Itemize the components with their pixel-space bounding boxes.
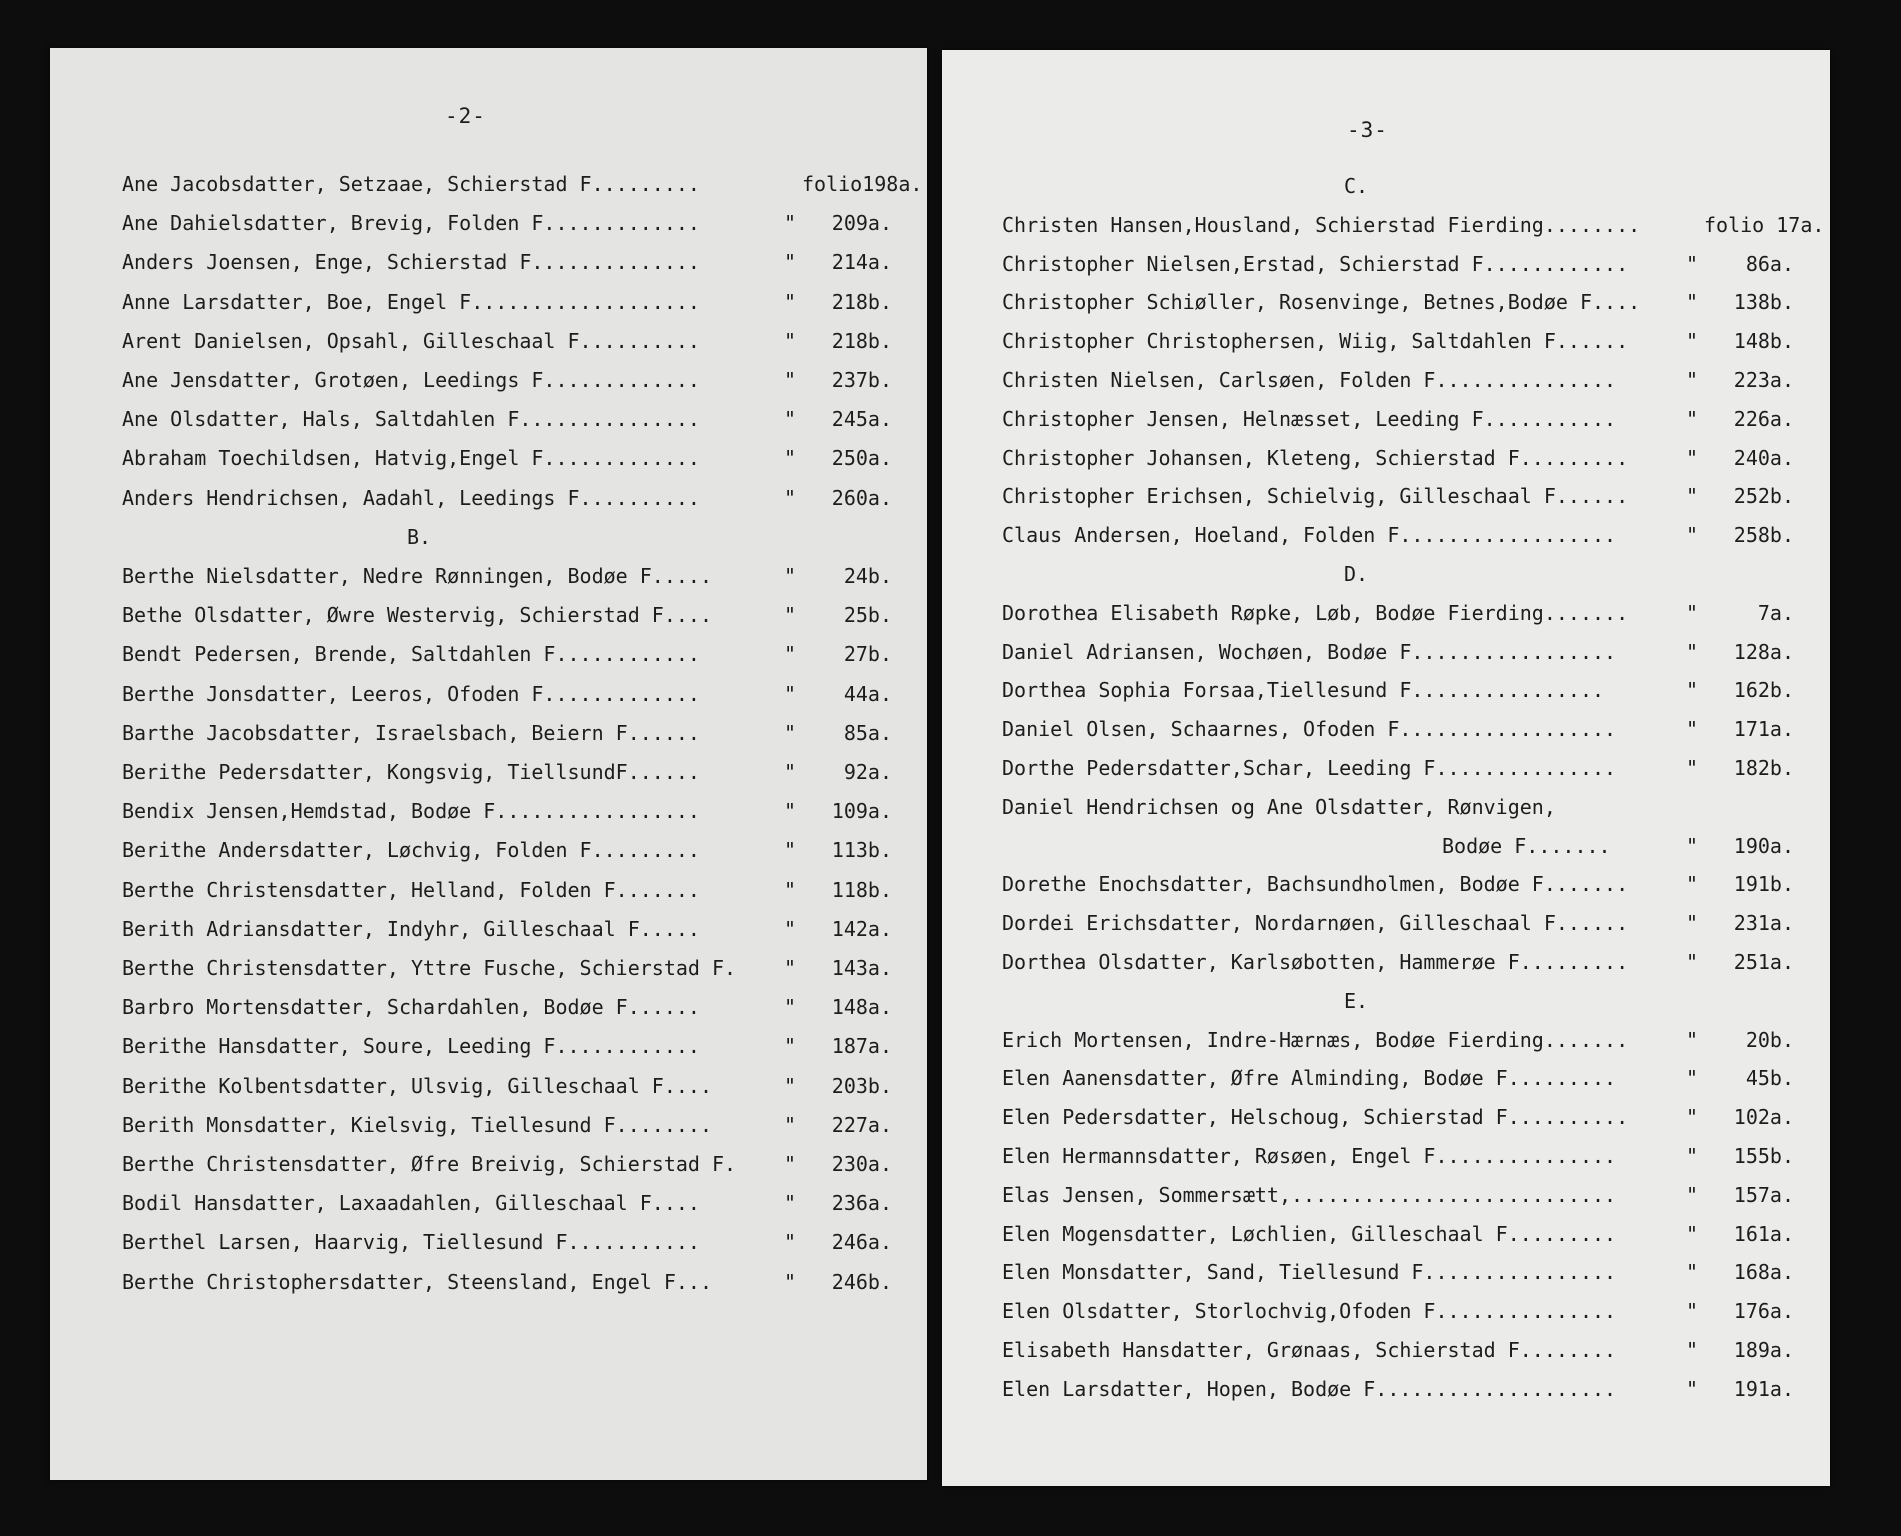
- ditto-mark: ": [783, 916, 797, 941]
- ditto-mark: ": [783, 407, 797, 432]
- ditto-mark: ": [1685, 445, 1699, 470]
- index-entry: [122, 172, 923, 200]
- ditto-mark: ": [1685, 756, 1699, 780]
- ditto-mark: ": [1685, 1182, 1699, 1207]
- index-entry: [1002, 1105, 1794, 1133]
- index-entry: [1002, 717, 1794, 745]
- folio-number: 20b.: [1745, 1027, 1794, 1052]
- entry-name: Berithe Hansdatter, Soure, Leeding F............: [122, 1034, 700, 1059]
- folio-number: 240a.: [1733, 445, 1794, 470]
- entry-name: Arent Danielsen, Opsahl, Gilleschaal F..........: [122, 328, 700, 353]
- ditto-mark: ": [783, 1073, 797, 1098]
- entry-name: Daniel Hendrichsen og Ane Olsdatter, Rønvigen,: [1002, 794, 1556, 819]
- entry-name: Bendix Jensen,Hemdstad, Bodøe F.................: [122, 799, 700, 824]
- entry-name: Ane Olsdatter, Hals, Saltdahlen F...............: [122, 407, 700, 432]
- index-entry: [1002, 601, 1794, 629]
- folio-number: 148b.: [1733, 329, 1794, 354]
- ditto-mark: ": [783, 1152, 797, 1176]
- folio-number: 109a.: [831, 799, 892, 824]
- folio-number: 86a.: [1745, 251, 1794, 276]
- entry-name: Christopher Johansen, Kleteng, Schierstad F.........: [1002, 445, 1629, 470]
- ditto-mark: ": [783, 956, 797, 980]
- ditto-mark: ": [783, 485, 797, 510]
- index-entry: [122, 995, 892, 1023]
- entry-name: Berthe Christophersdatter, Steensland, Engel F...: [122, 1269, 713, 1294]
- entry-name: Elen Monsdatter, Sand, Tiellesund F................: [1002, 1260, 1617, 1285]
- entry-name: Daniel Olsen, Schaarnes, Ofoden F..................: [1002, 717, 1617, 742]
- entry-name: Christen Hansen,Housland, Schierstad Fierding........: [1002, 212, 1641, 237]
- entry-name: Dorthe Pedersdatter,Schar, Leeding F...............: [1002, 756, 1617, 780]
- folio-number: 27b.: [843, 642, 892, 667]
- entry-name: Anne Larsdatter, Boe, Engel F...................: [122, 289, 700, 314]
- index-entry: [1002, 1338, 1794, 1366]
- entry-name: Berthe Christensdatter, Helland, Folden F.......: [122, 877, 700, 902]
- index-entry: [122, 838, 892, 866]
- entry-name: Bodil Hansdatter, Laxaadahlen, Gilleschaal F....: [122, 1191, 700, 1216]
- folio-number: 187a.: [831, 1034, 892, 1059]
- entry-name: Dordei Erichsdatter, Nordarnøen, Gilleschaal F......: [1002, 911, 1629, 936]
- ditto-mark: ": [1685, 1376, 1699, 1401]
- ditto-mark: ": [1685, 1027, 1699, 1052]
- page-number: -3-: [1347, 118, 1388, 142]
- folio-number: 251a.: [1733, 950, 1794, 974]
- entry-name: Abraham Toechildsen, Hatvig,Engel F.............: [122, 446, 700, 471]
- ditto-mark: ": [783, 838, 797, 863]
- entry-name: Berithe Kolbentsdatter, Ulsvig, Gilleschaal F....: [122, 1073, 713, 1098]
- folio-number: 118b.: [831, 877, 892, 902]
- ditto-mark: ": [783, 1112, 797, 1137]
- index-entry: [1002, 368, 1794, 396]
- ditto-mark: ": [783, 1034, 797, 1059]
- index-entry: [1002, 911, 1794, 939]
- index-entry: [122, 1152, 892, 1180]
- entry-name: Barthe Jacobsdatter, Israelsbach, Beiern F......: [122, 720, 700, 745]
- folio-number: 246b.: [831, 1269, 892, 1294]
- folio-number: 25b.: [843, 603, 892, 628]
- index-entry: [122, 1230, 892, 1258]
- folio-number: 191b.: [1733, 872, 1794, 897]
- folio-number: 7a.: [1757, 600, 1794, 625]
- folio-number: 161a.: [1733, 1221, 1794, 1246]
- folio-number: folio198a.: [802, 172, 923, 196]
- folio-number: 250a.: [831, 446, 892, 471]
- entry-name: Elen Mogensdatter, Løchlien, Gilleschaal F.........: [1002, 1221, 1617, 1246]
- index-entry: [122, 486, 892, 514]
- entry-name: Dorthea Olsdatter, Karlsøbotten, Hammerøe F.........: [1002, 950, 1629, 974]
- index-entry: [122, 446, 892, 474]
- folio-number: 230a.: [831, 1152, 892, 1176]
- folio-number: 189a.: [1733, 1338, 1794, 1362]
- folio-number: 138b.: [1733, 290, 1794, 315]
- ditto-mark: ": [783, 564, 797, 588]
- ditto-mark: ": [783, 1230, 797, 1255]
- entry-name: Bendt Pedersen, Brende, Saltdahlen F............: [122, 642, 700, 667]
- entry-name: Berthe Jonsdatter, Leeros, Ofoden F.............: [122, 681, 700, 706]
- index-entry: [1002, 1260, 1794, 1288]
- folio-number: 176a.: [1733, 1299, 1794, 1324]
- index-entry: [1002, 1183, 1794, 1211]
- index-entry: [1002, 1066, 1794, 1094]
- folio-number: 223a.: [1733, 368, 1794, 392]
- folio-number: 252b.: [1733, 484, 1794, 509]
- ditto-mark: ": [1685, 1299, 1699, 1324]
- entry-name: Erich Mortensen, Indre-Hærnæs, Bodøe Fierding.......: [1002, 1027, 1629, 1052]
- folio-number: 143a.: [831, 956, 892, 980]
- ditto-mark: ": [1685, 484, 1699, 509]
- index-entry: [122, 956, 892, 984]
- ditto-mark: ": [1685, 406, 1699, 431]
- index-entry: [1002, 1222, 1794, 1250]
- entry-name: Elen Larsdatter, Hopen, Bodøe F....................: [1002, 1376, 1617, 1401]
- entry-name: Christopher Nielsen,Erstad, Schierstad F............: [1002, 251, 1629, 276]
- left-page: [50, 48, 927, 1480]
- ditto-mark: ": [783, 368, 797, 392]
- index-entry: [122, 368, 892, 396]
- folio-number: 44a.: [843, 681, 892, 706]
- ditto-mark: ": [1685, 872, 1699, 897]
- index-entry: [1002, 950, 1794, 978]
- entry-name: Claus Andersen, Hoeland, Folden F..................: [1002, 523, 1617, 548]
- folio-number: 258b.: [1733, 523, 1794, 548]
- section-letter: C.: [1344, 174, 1369, 198]
- index-entry: [122, 564, 892, 592]
- folio-number: 191a.: [1733, 1376, 1794, 1401]
- folio-number: 162b.: [1733, 678, 1794, 703]
- entry-name: Daniel Adriansen, Wochøen, Bodøe F.................: [1002, 639, 1617, 664]
- index-entry: [122, 799, 892, 827]
- folio-number: 231a.: [1733, 911, 1794, 936]
- folio-number: 190a.: [1733, 833, 1794, 858]
- folio-number: 128a.: [1733, 639, 1794, 664]
- entry-name: Berthe Christensdatter, Yttre Fusche, Schierstad F.: [122, 956, 737, 980]
- ditto-mark: ": [783, 446, 797, 471]
- ditto-mark: ": [783, 877, 797, 902]
- ditto-mark: ": [1685, 950, 1699, 974]
- ditto-mark: ": [783, 211, 797, 236]
- entry-name: Christopher Erichsen, Schielvig, Gilleschaal F......: [1002, 484, 1629, 509]
- ditto-mark: ": [783, 681, 797, 706]
- entry-name: Berith Adriansdatter, Indyhr, Gilleschaal F.....: [122, 916, 700, 941]
- page-number: -2-: [445, 104, 486, 128]
- index-entry: [122, 760, 892, 788]
- ditto-mark: ": [783, 995, 797, 1020]
- index-entry: [1002, 523, 1794, 551]
- section-letter: D.: [1344, 562, 1369, 586]
- index-entry: [1002, 1377, 1794, 1405]
- ditto-mark: ": [783, 250, 797, 275]
- entry-name: Christopher Christophersen, Wiig, Saltdahlen F......: [1002, 329, 1629, 354]
- folio-number: 85a.: [843, 720, 892, 745]
- folio-number: 45b.: [1745, 1066, 1794, 1091]
- entry-name: Ane Jacobsdatter, Setzaae, Schierstad F.........: [122, 172, 700, 196]
- index-entry: [122, 250, 892, 278]
- index-entry: [122, 878, 892, 906]
- ditto-mark: ": [1685, 600, 1699, 625]
- entry-name: Christen Nielsen, Carlsøen, Folden F...............: [1002, 368, 1617, 392]
- ditto-mark: ": [1685, 290, 1699, 315]
- entry-name: Elisabeth Hansdatter, Grønaas, Schierstad F........: [1002, 1338, 1617, 1362]
- folio-number: 92a.: [843, 760, 892, 784]
- index-entry: [122, 407, 892, 435]
- entry-name: Berthel Larsen, Haarvig, Tiellesund F...........: [122, 1230, 700, 1255]
- ditto-mark: ": [1685, 1105, 1699, 1130]
- index-entry: [1002, 212, 1825, 241]
- index-entry: [1442, 834, 1794, 862]
- index-entry: [122, 917, 892, 945]
- ditto-mark: ": [1685, 1144, 1699, 1168]
- entry-name: Berthe Christensdatter, Øfre Breivig, Schierstad F.: [122, 1152, 737, 1176]
- folio-number: 227a.: [831, 1112, 892, 1137]
- index-entry: [122, 1113, 892, 1141]
- folio-number: folio 17a.: [1704, 212, 1825, 237]
- entry-name: Elas Jensen, Sommersætt,...........................: [1002, 1182, 1617, 1207]
- entry-name: Bethe Olsdatter, Øwre Westervig, Schierstad F....: [122, 603, 713, 628]
- folio-number: 236a.: [831, 1191, 892, 1216]
- ditto-mark: ": [1685, 251, 1699, 276]
- ditto-mark: ": [1685, 717, 1699, 742]
- folio-number: 209a.: [831, 211, 892, 236]
- entry-name: Anders Joensen, Enge, Schierstad F..............: [122, 250, 700, 275]
- entry-name: Barbro Mortensdatter, Schardahlen, Bodøe F......: [122, 995, 700, 1020]
- ditto-mark: ": [783, 328, 797, 353]
- right-page: [942, 50, 1830, 1486]
- index-entry: [1002, 1299, 1794, 1327]
- ditto-mark: ": [1685, 1066, 1699, 1091]
- index-entry: [1002, 329, 1794, 357]
- entry-name: Elen Aanensdatter, Øfre Alminding, Bodøe F.........: [1002, 1066, 1617, 1091]
- index-entry: [1002, 640, 1794, 668]
- index-entry: [1002, 1028, 1794, 1056]
- folio-number: 155b.: [1733, 1144, 1794, 1168]
- ditto-mark: ": [1685, 1338, 1699, 1362]
- ditto-mark: ": [1685, 523, 1699, 548]
- folio-number: 218b.: [831, 289, 892, 314]
- folio-number: 203b.: [831, 1073, 892, 1098]
- entry-name: Dorothea Elisabeth Røpke, Løb, Bodøe Fierding.......: [1002, 600, 1629, 625]
- index-entry: [122, 211, 892, 239]
- index-entry: [122, 1034, 892, 1062]
- ditto-mark: ": [783, 289, 797, 314]
- index-entry: [122, 721, 892, 749]
- ditto-mark: ": [1685, 639, 1699, 664]
- ditto-mark: ": [783, 1191, 797, 1216]
- folio-number: 245a.: [831, 407, 892, 432]
- folio-number: 102a.: [1733, 1105, 1794, 1130]
- entry-name: Ane Dahielsdatter, Brevig, Folden F.............: [122, 211, 700, 236]
- entry-name: Ane Jensdatter, Grotøen, Leedings F.............: [122, 368, 700, 392]
- folio-number: 113b.: [831, 838, 892, 863]
- section-letter: E.: [1344, 988, 1369, 1013]
- index-entry: [1002, 290, 1794, 318]
- index-entry: [122, 603, 892, 631]
- index-entry: [122, 642, 892, 670]
- index-entry: [122, 1074, 892, 1102]
- folio-number: 218b.: [831, 328, 892, 353]
- folio-number: 214a.: [831, 250, 892, 275]
- entry-name: Dorethe Enochsdatter, Bachsundholmen, Bodøe F.......: [1002, 872, 1629, 897]
- folio-number: 157a.: [1733, 1182, 1794, 1207]
- index-entry: [122, 1270, 892, 1298]
- folio-number: 182b.: [1733, 756, 1794, 780]
- entry-name: Anders Hendrichsen, Aadahl, Leedings F..........: [122, 485, 700, 510]
- folio-number: 226a.: [1733, 406, 1794, 431]
- entry-name: Elen Hermannsdatter, Røsøen, Engel F...............: [1002, 1144, 1617, 1168]
- entry-name: Elen Olsdatter, Storlochvig,Ofoden F...............: [1002, 1299, 1617, 1324]
- index-entry: [1002, 446, 1794, 474]
- folio-number: 148a.: [831, 995, 892, 1020]
- folio-number: 24b.: [843, 564, 892, 588]
- ditto-mark: ": [1685, 329, 1699, 354]
- index-entry: [1002, 407, 1794, 435]
- ditto-mark: ": [1685, 911, 1699, 936]
- folio-number: 237b.: [831, 368, 892, 392]
- folio-number: 142a.: [831, 916, 892, 941]
- folio-number: 171a.: [1733, 717, 1794, 742]
- index-entry: [122, 290, 892, 318]
- ditto-mark: ": [1685, 678, 1699, 703]
- entry-name: Dorthea Sophia Forsaa,Tiellesund F................: [1002, 678, 1605, 703]
- ditto-mark: ": [783, 720, 797, 745]
- section-letter: B.: [407, 524, 432, 549]
- index-entry: [122, 329, 892, 357]
- entry-name: Berithe Andersdatter, Løchvig, Folden F.........: [122, 838, 700, 863]
- folio-number: 168a.: [1733, 1260, 1794, 1285]
- ditto-mark: ": [1685, 1221, 1699, 1246]
- entry-name: Berthe Nielsdatter, Nedre Rønningen, Bodøe F.....: [122, 564, 713, 588]
- entry-name: Bodøe F.......: [1442, 833, 1611, 858]
- folio-number: 246a.: [831, 1230, 892, 1255]
- index-entry: [1002, 872, 1794, 900]
- index-entry: [122, 682, 892, 710]
- ditto-mark: ": [783, 760, 797, 784]
- index-entry: [122, 1191, 892, 1219]
- ditto-mark: ": [1685, 368, 1699, 392]
- index-entry: [1002, 1144, 1794, 1172]
- ditto-mark: ": [1685, 833, 1699, 858]
- index-entry: [1002, 795, 1794, 823]
- ditto-mark: ": [783, 642, 797, 667]
- entry-name: Berith Monsdatter, Kielsvig, Tiellesund F........: [122, 1112, 713, 1137]
- entry-name: Christopher Schiøller, Rosenvinge, Betnes,Bodøe F....: [1002, 290, 1641, 315]
- index-entry: [1002, 252, 1794, 280]
- ditto-mark: ": [783, 799, 797, 824]
- index-entry: [1002, 678, 1794, 706]
- index-entry: [1002, 756, 1794, 784]
- ditto-mark: ": [1685, 1260, 1699, 1285]
- entry-name: Elen Pedersdatter, Helschoug, Schierstad F..........: [1002, 1105, 1629, 1130]
- entry-name: Christopher Jensen, Helnæsset, Leeding F...........: [1002, 406, 1617, 431]
- ditto-mark: ": [783, 603, 797, 628]
- folio-number: 260a.: [831, 485, 892, 510]
- entry-name: Berithe Pedersdatter, Kongsvig, TiellsundF......: [122, 760, 700, 784]
- index-entry: [1002, 484, 1794, 512]
- ditto-mark: ": [783, 1269, 797, 1294]
